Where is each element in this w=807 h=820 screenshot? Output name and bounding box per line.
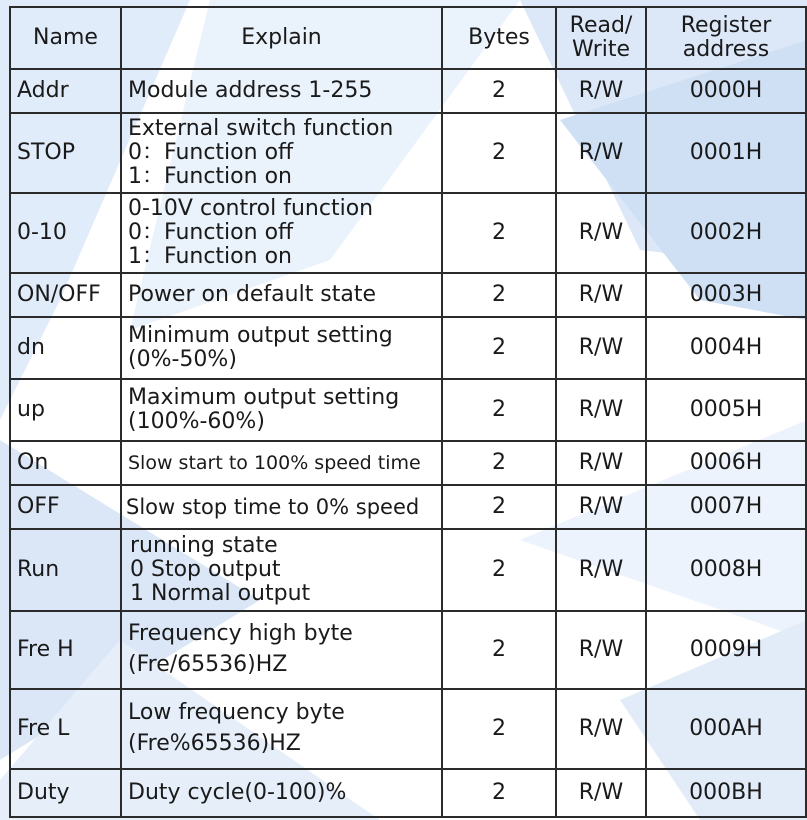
explain-line: (Fre%65536)HZ <box>128 731 301 756</box>
cell-bytes: 2 <box>442 273 556 317</box>
cell-read-write: R/W <box>556 317 646 379</box>
cell-register-address: 000AH <box>646 689 806 769</box>
cell-register-address: 0006H <box>646 441 806 485</box>
cell-register-address: 000BH <box>646 769 806 817</box>
cell-explain <box>121 529 442 611</box>
explain-line: (0%-50%) <box>128 347 237 372</box>
cell-name: 0-10 <box>10 193 121 273</box>
explain-line: running state <box>130 533 278 559</box>
register-table <box>9 6 807 818</box>
cell-bytes: 2 <box>442 529 556 611</box>
header-rw-line: Read/ <box>569 13 633 39</box>
table-row <box>10 379 806 441</box>
cell-register-address: 0009H <box>646 611 806 689</box>
cell-bytes: 2 <box>442 485 556 529</box>
cell-register-address: 0000H <box>646 69 806 113</box>
header-explain: Explain <box>121 7 442 69</box>
explain-line: 0-10V control function <box>128 196 374 222</box>
cell-bytes: 2 <box>442 379 556 441</box>
cell-name: Fre H <box>10 611 121 689</box>
cell-name: ON/OFF <box>10 273 121 317</box>
table-row <box>10 689 806 769</box>
table-row <box>10 69 806 113</box>
explain-line: 1：Function on <box>128 163 292 189</box>
cell-explain <box>121 611 442 689</box>
explain-line: Frequency high byte <box>128 621 353 647</box>
cell-read-write: R/W <box>556 193 646 273</box>
header-register-address <box>646 7 806 69</box>
table-row <box>10 611 806 689</box>
header-name: Name <box>10 7 121 69</box>
cell-register-address: 0003H <box>646 273 806 317</box>
cell-register-address: 0005H <box>646 379 806 441</box>
cell-name: OFF <box>10 485 121 529</box>
explain-line: 0 Stop output <box>130 557 281 583</box>
explain-line: 0：Function off <box>128 220 294 246</box>
cell-read-write: R/W <box>556 529 646 611</box>
table-row <box>10 769 806 817</box>
table-row <box>10 273 806 317</box>
header-addr-line: address <box>682 37 770 62</box>
cell-explain <box>121 485 442 529</box>
cell-register-address: 0008H <box>646 529 806 611</box>
cell-explain <box>121 317 442 379</box>
explain-line: (Fre/65536)HZ <box>128 652 288 677</box>
cell-name: On <box>10 441 121 485</box>
explain-line: (100%-60%) <box>128 409 265 434</box>
cell-read-write: R/W <box>556 113 646 193</box>
cell-name: Addr <box>10 69 121 113</box>
cell-explain <box>121 689 442 769</box>
header-addr-line: Register <box>680 13 772 39</box>
cell-read-write: R/W <box>556 273 646 317</box>
explain-line: Maximum output setting <box>128 385 400 411</box>
cell-name: dn <box>10 317 121 379</box>
cell-name: Fre L <box>10 689 121 769</box>
cell-read-write: R/W <box>556 485 646 529</box>
cell-name: up <box>10 379 121 441</box>
cell-register-address: 0002H <box>646 193 806 273</box>
explain-line: 0：Function off <box>128 140 294 166</box>
cell-explain <box>121 193 442 273</box>
explain-line: 1 Normal output <box>130 580 311 606</box>
cell-bytes: 2 <box>442 769 556 817</box>
header-rw-line: Write <box>571 37 631 62</box>
cell-explain <box>121 273 442 317</box>
header-bytes: Bytes <box>442 7 556 69</box>
cell-bytes: 2 <box>442 69 556 113</box>
explain-line: 1：Function on <box>128 243 292 269</box>
explain-line: Power on default state <box>128 282 377 308</box>
cell-read-write: R/W <box>556 611 646 689</box>
cell-explain <box>121 769 442 817</box>
header-read-write <box>556 7 646 69</box>
cell-register-address: 0007H <box>646 485 806 529</box>
explain-line: Slow start to 100% speed time <box>128 451 421 474</box>
table-row <box>10 317 806 379</box>
table-row <box>10 113 806 193</box>
cell-register-address: 0001H <box>646 113 806 193</box>
table-row <box>10 193 806 273</box>
cell-bytes: 2 <box>442 193 556 273</box>
cell-name: STOP <box>10 113 121 193</box>
explain-line: Minimum output setting <box>128 323 393 349</box>
table-row <box>10 485 806 529</box>
header-row <box>10 7 806 69</box>
cell-explain <box>121 113 442 193</box>
cell-bytes: 2 <box>442 611 556 689</box>
cell-explain <box>121 379 442 441</box>
cell-bytes: 2 <box>442 689 556 769</box>
cell-read-write: R/W <box>556 689 646 769</box>
cell-read-write: R/W <box>556 441 646 485</box>
cell-register-address: 0004H <box>646 317 806 379</box>
explain-line: Low frequency byte <box>128 700 345 726</box>
explain-line: Duty cycle(0-100)% <box>128 780 347 806</box>
explain-line: Module address 1-255 <box>128 78 373 104</box>
cell-name: Run <box>10 529 121 611</box>
cell-bytes: 2 <box>442 317 556 379</box>
table-row <box>10 441 806 485</box>
cell-bytes: 2 <box>442 113 556 193</box>
cell-read-write: R/W <box>556 769 646 817</box>
cell-read-write: R/W <box>556 379 646 441</box>
cell-read-write: R/W <box>556 69 646 113</box>
cell-name: Duty <box>10 769 121 817</box>
cell-explain <box>121 69 442 113</box>
explain-line: External switch function <box>128 116 394 142</box>
explain-line: Slow stop time to 0% speed <box>126 494 420 519</box>
cell-explain <box>121 441 442 485</box>
cell-bytes: 2 <box>442 441 556 485</box>
table-row <box>10 529 806 611</box>
